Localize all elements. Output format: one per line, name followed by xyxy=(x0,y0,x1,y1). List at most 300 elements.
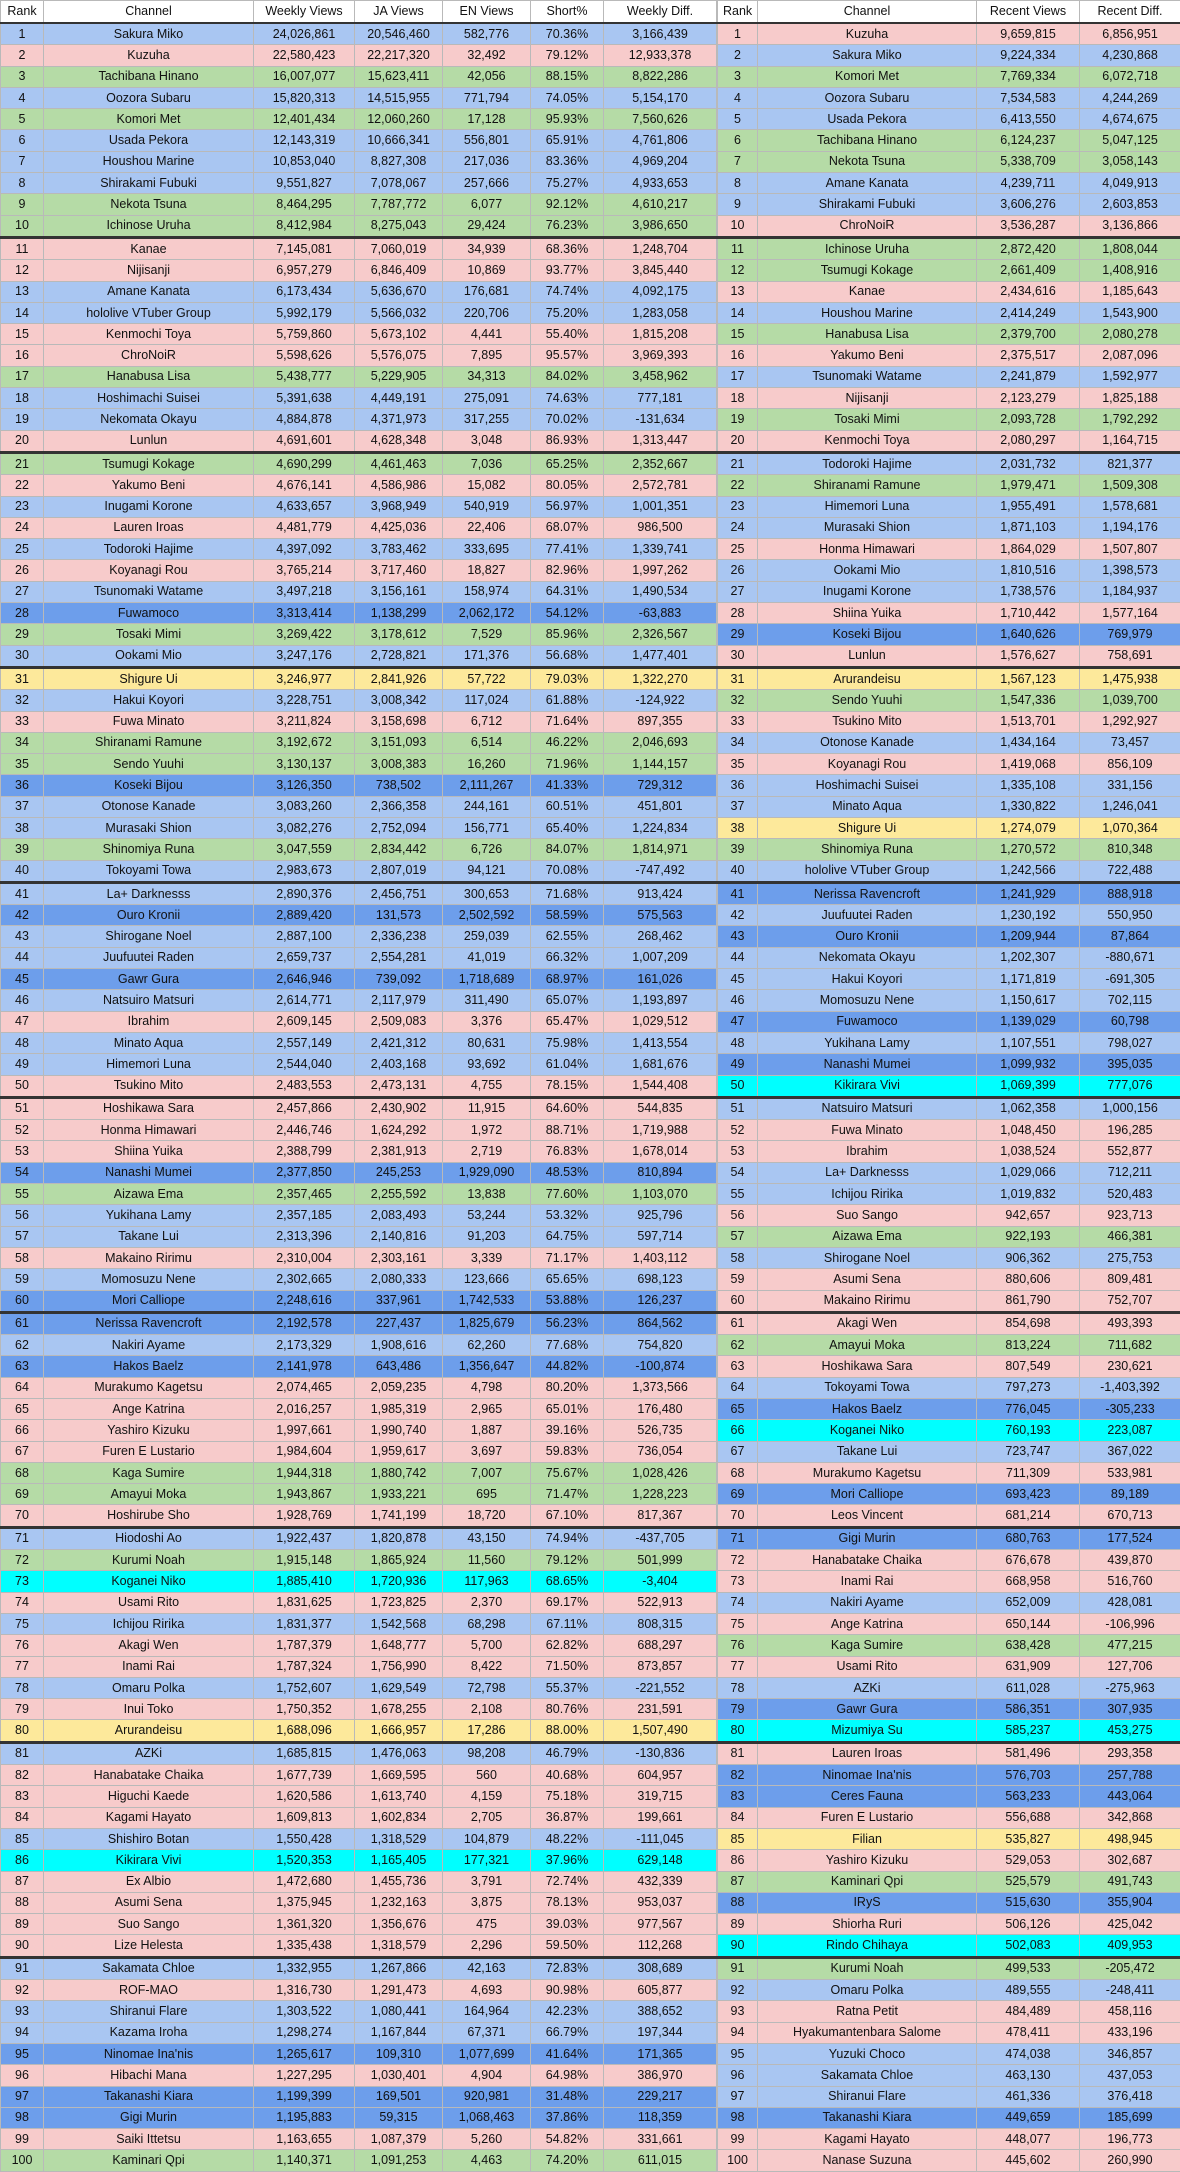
table-row[interactable] xyxy=(718,1032,1180,1053)
channel-cell: Todoroki Hajime xyxy=(758,452,977,474)
weekly-views-cell: 1,943,867 xyxy=(254,1484,355,1505)
recent-diff-cell: 257,788 xyxy=(1080,1765,1180,1786)
table-row[interactable] xyxy=(1,475,717,496)
weekly-diff-cell: 817,367 xyxy=(604,1505,717,1527)
table-row[interactable] xyxy=(718,1571,1180,1592)
table-row[interactable] xyxy=(718,2043,1180,2064)
recent-views-cell: 1,955,491 xyxy=(977,496,1080,517)
table-row[interactable] xyxy=(718,667,1180,689)
table-row[interactable] xyxy=(1,1075,717,1097)
table-row[interactable] xyxy=(1,324,717,345)
table-row[interactable] xyxy=(718,1765,1180,1786)
table-row[interactable] xyxy=(718,969,1180,990)
table-row[interactable] xyxy=(1,1120,717,1141)
channel-cell: Amayui Moka xyxy=(758,1335,977,1356)
table-row[interactable] xyxy=(1,667,717,689)
table-row[interactable] xyxy=(1,1828,717,1849)
table-row[interactable] xyxy=(1,23,717,45)
short-pct-cell: 65.40% xyxy=(531,817,604,838)
table-row[interactable] xyxy=(1,817,717,838)
channel-cell: Tosaki Mimi xyxy=(758,409,977,430)
table-row[interactable] xyxy=(1,1892,717,1913)
table-row[interactable] xyxy=(1,1677,717,1698)
table-row[interactable] xyxy=(1,1935,717,1957)
table-row[interactable] xyxy=(1,1162,717,1183)
col-header-recent-diff[interactable]: Recent Diff. xyxy=(1080,1,1180,24)
table-row[interactable] xyxy=(718,517,1180,538)
table-row[interactable] xyxy=(718,905,1180,926)
table-row[interactable] xyxy=(1,237,717,259)
rank-cell: 47 xyxy=(718,1011,758,1032)
rank-cell: 13 xyxy=(718,281,758,302)
short-pct-cell: 85.96% xyxy=(531,624,604,645)
en-views-cell: 2,108 xyxy=(443,1699,531,1720)
table-row[interactable] xyxy=(718,1141,1180,1162)
table-row[interactable] xyxy=(718,388,1180,409)
channel-cell: Nekota Tsuna xyxy=(758,151,977,172)
rank-cell: 33 xyxy=(1,711,44,732)
table-row[interactable] xyxy=(718,860,1180,882)
table-row[interactable] xyxy=(718,817,1180,838)
table-row[interactable] xyxy=(1,194,717,215)
channel-cell: Sakamata Chloe xyxy=(44,1957,254,1979)
table-row[interactable] xyxy=(718,66,1180,87)
table-row[interactable] xyxy=(718,409,1180,430)
table-row[interactable] xyxy=(1,109,717,130)
table-row[interactable] xyxy=(1,969,717,990)
rank-cell: 43 xyxy=(1,926,44,947)
table-row[interactable] xyxy=(1,1441,717,1462)
table-row[interactable] xyxy=(718,366,1180,387)
recent-views-cell: 502,083 xyxy=(977,1935,1080,1957)
table-row[interactable] xyxy=(1,388,717,409)
table-row[interactable] xyxy=(718,130,1180,151)
ja-views-cell: 2,255,592 xyxy=(355,1184,443,1205)
table-row[interactable] xyxy=(1,1226,717,1247)
table-row[interactable] xyxy=(718,1807,1180,1828)
table-row[interactable] xyxy=(1,990,717,1011)
channel-cell: Rindo Chihaya xyxy=(758,1935,977,1957)
table-row[interactable] xyxy=(718,539,1180,560)
en-views-cell: 164,964 xyxy=(443,2001,531,2022)
ja-views-cell: 1,165,405 xyxy=(355,1850,443,1871)
en-views-cell: 3,048 xyxy=(443,430,531,452)
table-row[interactable] xyxy=(718,496,1180,517)
table-row[interactable] xyxy=(718,151,1180,172)
table-row[interactable] xyxy=(718,1399,1180,1420)
table-row[interactable] xyxy=(718,926,1180,947)
rank-cell: 24 xyxy=(718,517,758,538)
channel-cell: Furen E Lustario xyxy=(758,1807,977,1828)
table-row[interactable] xyxy=(1,1871,717,1892)
table-row[interactable] xyxy=(718,1205,1180,1226)
table-row[interactable] xyxy=(718,645,1180,667)
recent-diff-cell: 293,358 xyxy=(1080,1742,1180,1764)
table-row[interactable] xyxy=(1,2043,717,2064)
recent-views-cell: 680,763 xyxy=(977,1527,1080,1549)
table-row[interactable] xyxy=(718,1269,1180,1290)
table-row[interactable] xyxy=(1,1571,717,1592)
rank-cell: 1 xyxy=(718,23,758,45)
table-row[interactable] xyxy=(718,1011,1180,1032)
table-row[interactable] xyxy=(1,1011,717,1032)
table-row[interactable] xyxy=(718,2086,1180,2107)
table-row[interactable] xyxy=(718,281,1180,302)
ja-views-cell: 5,673,102 xyxy=(355,324,443,345)
en-views-cell: 556,801 xyxy=(443,130,531,151)
table-row[interactable] xyxy=(1,860,717,882)
rank-cell: 75 xyxy=(718,1613,758,1634)
table-row[interactable] xyxy=(1,302,717,323)
table-row[interactable] xyxy=(1,2086,717,2107)
table-row[interactable] xyxy=(718,345,1180,366)
rank-cell: 12 xyxy=(1,260,44,281)
table-row[interactable] xyxy=(718,1184,1180,1205)
table-row[interactable] xyxy=(718,1613,1180,1634)
table-row[interactable] xyxy=(1,1290,717,1312)
table-row[interactable] xyxy=(718,1892,1180,1913)
table-row[interactable] xyxy=(718,1980,1180,2001)
table-row[interactable] xyxy=(718,1247,1180,1268)
table-row[interactable] xyxy=(1,775,717,796)
table-row[interactable] xyxy=(718,1656,1180,1677)
table-row[interactable] xyxy=(1,1054,717,1075)
table-row[interactable] xyxy=(718,2129,1180,2150)
channel-cell: Shigure Ui xyxy=(44,667,254,689)
short-pct-cell: 68.07% xyxy=(531,517,604,538)
table-row[interactable] xyxy=(1,215,717,237)
table-row[interactable] xyxy=(1,1247,717,1268)
table-row[interactable] xyxy=(718,990,1180,1011)
rank-cell: 47 xyxy=(1,1011,44,1032)
table-row[interactable] xyxy=(1,1720,717,1742)
table-row[interactable] xyxy=(718,1677,1180,1698)
table-row[interactable] xyxy=(1,366,717,387)
recent-views-cell: 586,351 xyxy=(977,1699,1080,1720)
recent-views-cell: 813,224 xyxy=(977,1335,1080,1356)
rank-cell: 72 xyxy=(718,1550,758,1571)
table-row[interactable] xyxy=(1,2001,717,2022)
table-row[interactable] xyxy=(1,560,717,581)
recent-diff-cell: 376,418 xyxy=(1080,2086,1180,2107)
table-row[interactable] xyxy=(718,1441,1180,1462)
table-row[interactable] xyxy=(718,23,1180,45)
rank-cell: 94 xyxy=(1,2022,44,2043)
ja-views-cell: 5,229,905 xyxy=(355,366,443,387)
short-pct-cell: 65.91% xyxy=(531,130,604,151)
table-row[interactable] xyxy=(1,1462,717,1483)
short-pct-cell: 61.88% xyxy=(531,690,604,711)
table-row[interactable] xyxy=(1,130,717,151)
ja-views-cell: 1,091,253 xyxy=(355,2150,443,2171)
table-row[interactable] xyxy=(1,2107,717,2128)
rank-cell: 87 xyxy=(1,1871,44,1892)
table-row[interactable] xyxy=(1,66,717,87)
table-row[interactable] xyxy=(718,2150,1180,2171)
weekly-diff-cell: 1,681,676 xyxy=(604,1054,717,1075)
table-row[interactable] xyxy=(1,839,717,860)
table-row[interactable] xyxy=(1,2129,717,2150)
table-row[interactable] xyxy=(1,173,717,194)
weekly-diff-cell: 12,933,378 xyxy=(604,45,717,66)
rank-cell: 64 xyxy=(718,1377,758,1398)
table-row[interactable] xyxy=(718,1420,1180,1441)
table-row[interactable] xyxy=(1,1914,717,1935)
table-row[interactable] xyxy=(718,109,1180,130)
table-row[interactable] xyxy=(718,560,1180,581)
rank-cell: 89 xyxy=(1,1914,44,1935)
table-row[interactable] xyxy=(718,1462,1180,1483)
table-row[interactable] xyxy=(718,603,1180,624)
table-row[interactable] xyxy=(718,1484,1180,1505)
weekly-views-cell: 1,915,148 xyxy=(254,1550,355,1571)
ja-views-cell: 1,990,740 xyxy=(355,1420,443,1441)
recent-views-cell: 1,150,617 xyxy=(977,990,1080,1011)
table-row[interactable] xyxy=(1,1742,717,1764)
rank-cell: 72 xyxy=(1,1550,44,1571)
table-row[interactable] xyxy=(1,345,717,366)
table-row[interactable] xyxy=(1,603,717,624)
table-row[interactable] xyxy=(1,1141,717,1162)
table-row[interactable] xyxy=(718,1957,1180,1979)
table-row[interactable] xyxy=(1,260,717,281)
table-row[interactable] xyxy=(718,430,1180,452)
col-header-recent-views[interactable]: Recent Views xyxy=(977,1,1080,24)
ja-views-cell: 4,461,463 xyxy=(355,452,443,474)
short-pct-cell: 65.25% xyxy=(531,452,604,474)
short-pct-cell: 64.98% xyxy=(531,2065,604,2086)
table-row[interactable] xyxy=(718,1914,1180,1935)
short-pct-cell: 55.37% xyxy=(531,1677,604,1698)
table-row[interactable] xyxy=(1,1484,717,1505)
table-row[interactable] xyxy=(1,624,717,645)
table-row[interactable] xyxy=(1,711,717,732)
table-row[interactable] xyxy=(1,1656,717,1677)
table-row[interactable] xyxy=(1,1613,717,1634)
table-row[interactable] xyxy=(1,2065,717,2086)
short-pct-cell: 70.36% xyxy=(531,23,604,45)
table-row[interactable] xyxy=(1,1505,717,1527)
col-header-channel[interactable]: Channel xyxy=(44,1,254,24)
table-row[interactable] xyxy=(1,796,717,817)
table-row[interactable] xyxy=(718,260,1180,281)
table-row[interactable] xyxy=(1,1527,717,1549)
table-row[interactable] xyxy=(1,1184,717,1205)
col-header-channel[interactable]: Channel xyxy=(758,1,977,24)
table-row[interactable] xyxy=(1,1205,717,1226)
short-pct-cell: 48.22% xyxy=(531,1828,604,1849)
table-row[interactable] xyxy=(718,1720,1180,1742)
col-header-rank[interactable]: Rank xyxy=(718,1,758,24)
table-row[interactable] xyxy=(718,1162,1180,1183)
table-row[interactable] xyxy=(718,1871,1180,1892)
table-row[interactable] xyxy=(718,475,1180,496)
table-row[interactable] xyxy=(1,581,717,602)
table-row[interactable] xyxy=(1,926,717,947)
table-row[interactable] xyxy=(718,1075,1180,1097)
table-row[interactable] xyxy=(718,947,1180,968)
table-row[interactable] xyxy=(1,1377,717,1398)
table-row[interactable] xyxy=(718,237,1180,259)
table-row[interactable] xyxy=(718,1935,1180,1957)
table-row[interactable] xyxy=(1,496,717,517)
table-row[interactable] xyxy=(1,539,717,560)
weekly-views-cell: 1,332,955 xyxy=(254,1957,355,1979)
table-row[interactable] xyxy=(718,2065,1180,2086)
rank-cell: 54 xyxy=(718,1162,758,1183)
table-row[interactable] xyxy=(1,1399,717,1420)
table-row[interactable] xyxy=(718,1120,1180,1141)
table-row[interactable] xyxy=(718,1635,1180,1656)
table-row[interactable] xyxy=(1,1550,717,1571)
col-header-weekly-views[interactable]: Weekly Views xyxy=(254,1,355,24)
rank-cell: 2 xyxy=(1,45,44,66)
table-row[interactable] xyxy=(1,1032,717,1053)
table-row[interactable] xyxy=(718,1828,1180,1849)
table-row[interactable] xyxy=(1,45,717,66)
channel-cell: Shinomiya Runa xyxy=(44,839,254,860)
weekly-diff-cell: 1,313,447 xyxy=(604,430,717,452)
table-row[interactable] xyxy=(1,1097,717,1119)
short-pct-cell: 95.57% xyxy=(531,345,604,366)
table-row[interactable] xyxy=(1,947,717,968)
table-row[interactable] xyxy=(718,1786,1180,1807)
table-row[interactable] xyxy=(718,839,1180,860)
table-row[interactable] xyxy=(1,882,717,904)
table-row[interactable] xyxy=(1,2022,717,2043)
table-row[interactable] xyxy=(718,173,1180,194)
weekly-views-cell: 1,265,617 xyxy=(254,2043,355,2064)
table-row[interactable] xyxy=(1,87,717,108)
col-header-weekly-diff[interactable]: Weekly Diff. xyxy=(604,1,717,24)
table-row[interactable] xyxy=(1,1335,717,1356)
table-row[interactable] xyxy=(718,775,1180,796)
table-row[interactable] xyxy=(718,302,1180,323)
table-row[interactable] xyxy=(718,1377,1180,1398)
channel-cell: hololive VTuber Group xyxy=(44,302,254,323)
table-row[interactable] xyxy=(1,1269,717,1290)
table-row[interactable] xyxy=(718,711,1180,732)
col-header-en-views[interactable]: EN Views xyxy=(443,1,531,24)
en-views-cell: 582,776 xyxy=(443,23,531,45)
weekly-diff-cell: 913,424 xyxy=(604,882,717,904)
table-row[interactable] xyxy=(718,624,1180,645)
short-pct-cell: 75.98% xyxy=(531,1032,604,1053)
table-row[interactable] xyxy=(718,690,1180,711)
short-pct-cell: 44.82% xyxy=(531,1356,604,1377)
table-row[interactable] xyxy=(718,2001,1180,2022)
table-row[interactable] xyxy=(1,1420,717,1441)
table-row[interactable] xyxy=(1,1786,717,1807)
table-row[interactable] xyxy=(718,194,1180,215)
table-row[interactable] xyxy=(1,151,717,172)
recent-views-cell: 1,576,627 xyxy=(977,645,1080,667)
table-row[interactable] xyxy=(718,215,1180,237)
weekly-diff-cell: 176,480 xyxy=(604,1399,717,1420)
ja-views-cell: 6,846,409 xyxy=(355,260,443,281)
weekly-views-cell: 3,211,824 xyxy=(254,711,355,732)
table-row[interactable] xyxy=(718,2107,1180,2128)
table-row[interactable] xyxy=(718,754,1180,775)
col-header-rank[interactable]: Rank xyxy=(1,1,44,24)
table-row[interactable] xyxy=(718,1054,1180,1075)
rank-cell: 85 xyxy=(1,1828,44,1849)
table-row[interactable] xyxy=(718,581,1180,602)
recent-views-cell: 4,239,711 xyxy=(977,173,1080,194)
weekly-views-cell: 1,944,318 xyxy=(254,1462,355,1483)
table-row[interactable] xyxy=(718,1505,1180,1527)
table-row[interactable] xyxy=(718,1550,1180,1571)
table-row[interactable] xyxy=(718,1850,1180,1871)
table-row[interactable] xyxy=(1,1312,717,1334)
table-row[interactable] xyxy=(718,1335,1180,1356)
table-row[interactable] xyxy=(718,2022,1180,2043)
table-row[interactable] xyxy=(718,324,1180,345)
table-row[interactable] xyxy=(718,45,1180,66)
table-row[interactable] xyxy=(1,452,717,474)
table-row[interactable] xyxy=(1,2150,717,2171)
table-row[interactable] xyxy=(1,1592,717,1613)
table-row[interactable] xyxy=(718,1742,1180,1764)
table-row[interactable] xyxy=(1,1807,717,1828)
table-row[interactable] xyxy=(1,1699,717,1720)
table-row[interactable] xyxy=(1,1980,717,2001)
table-row[interactable] xyxy=(1,1765,717,1786)
table-row[interactable] xyxy=(1,1635,717,1656)
table-row[interactable] xyxy=(718,1527,1180,1549)
table-row[interactable] xyxy=(1,732,717,753)
table-row[interactable] xyxy=(1,409,717,430)
recent-views-cell: 1,069,399 xyxy=(977,1075,1080,1097)
col-header-ja-views[interactable]: JA Views xyxy=(355,1,443,24)
weekly-views-cell: 5,759,860 xyxy=(254,324,355,345)
channel-cell: Tsumugi Kokage xyxy=(758,260,977,281)
table-row[interactable] xyxy=(718,732,1180,753)
weekly-views-cell: 16,007,077 xyxy=(254,66,355,87)
short-pct-cell: 31.48% xyxy=(531,2086,604,2107)
channel-cell: Ceres Fauna xyxy=(758,1786,977,1807)
table-row[interactable] xyxy=(718,452,1180,474)
table-row[interactable] xyxy=(718,1290,1180,1312)
rank-cell: 45 xyxy=(718,969,758,990)
col-header-short-pct[interactable]: Short% xyxy=(531,1,604,24)
table-row[interactable] xyxy=(1,1957,717,1979)
table-row[interactable] xyxy=(1,690,717,711)
weekly-views-cell: 1,620,586 xyxy=(254,1786,355,1807)
table-row[interactable] xyxy=(718,1699,1180,1720)
table-row[interactable] xyxy=(1,1850,717,1871)
table-row[interactable] xyxy=(1,430,717,452)
table-row[interactable] xyxy=(1,905,717,926)
table-row[interactable] xyxy=(1,1356,717,1377)
table-row[interactable] xyxy=(718,1226,1180,1247)
table-row[interactable] xyxy=(1,281,717,302)
channel-cell: Takanashi Kiara xyxy=(758,2107,977,2128)
table-row[interactable] xyxy=(718,796,1180,817)
table-row[interactable] xyxy=(718,1592,1180,1613)
table-row[interactable] xyxy=(718,1356,1180,1377)
table-row[interactable] xyxy=(718,1097,1180,1119)
short-pct-cell: 46.22% xyxy=(531,732,604,753)
table-row[interactable] xyxy=(718,87,1180,108)
table-row[interactable] xyxy=(1,517,717,538)
rank-cell: 11 xyxy=(718,237,758,259)
table-row[interactable] xyxy=(1,754,717,775)
table-row[interactable] xyxy=(1,645,717,667)
channel-cell: Minato Aqua xyxy=(758,796,977,817)
table-row[interactable] xyxy=(718,1312,1180,1334)
table-row[interactable] xyxy=(718,882,1180,904)
